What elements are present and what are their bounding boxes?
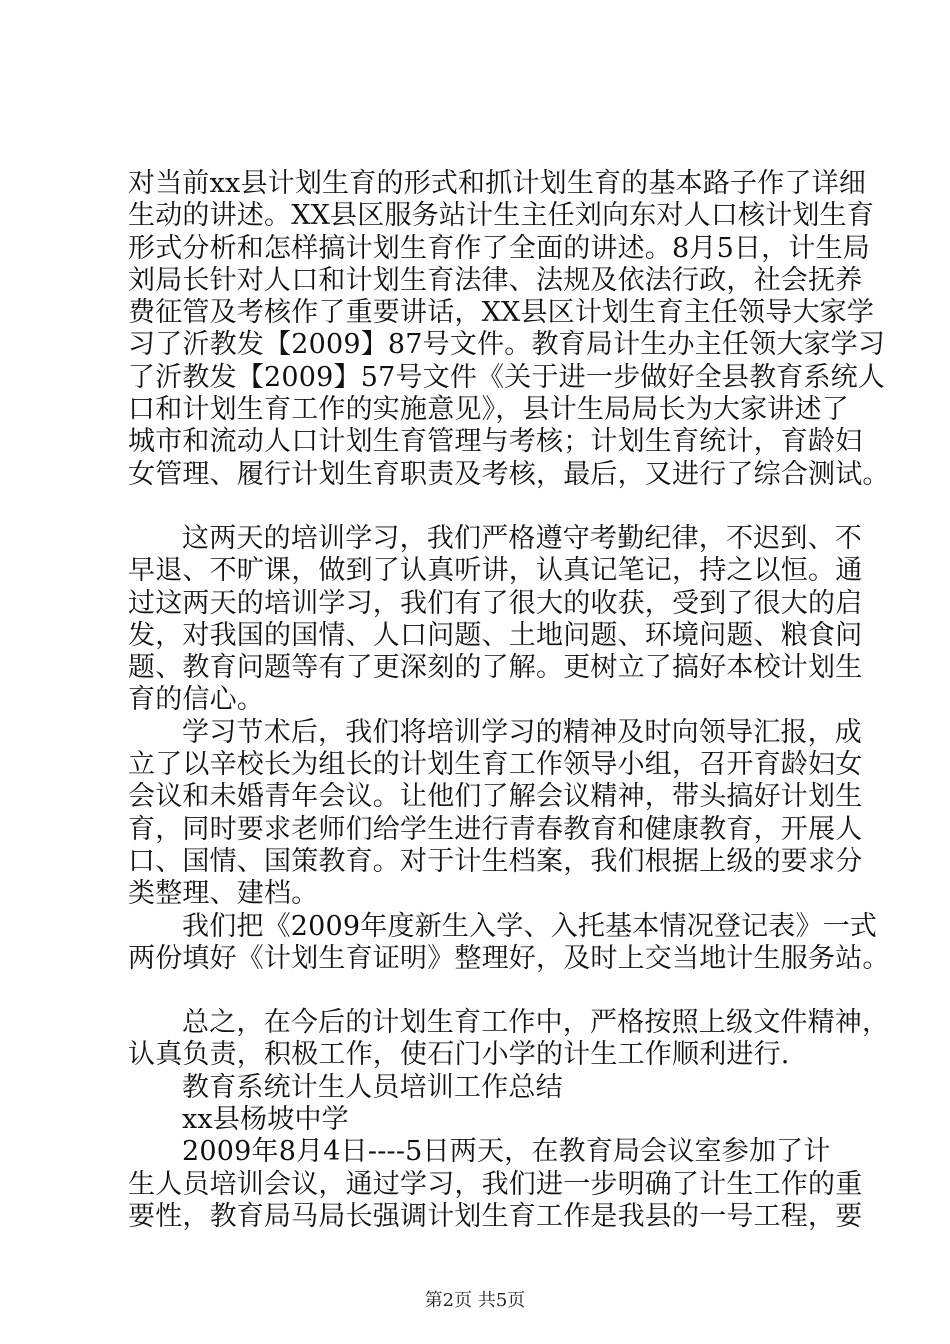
text-line: 生动的讲述。XX县区服务站计生主任刘向东对人口核计划生育 bbox=[128, 200, 875, 232]
paragraph-gap bbox=[128, 491, 868, 523]
text-line: 形式分析和怎样搞计划生育作了全面的讲述。8月5日，计生局 bbox=[128, 232, 870, 264]
paragraph bbox=[128, 1072, 868, 1104]
text-line: 生人员培训会议，通过学习，我们进一步明确了计生工作的重 bbox=[128, 1168, 863, 1200]
text-line: 费征管及考核作了重要讲话，XX县区计划生育主任领导大家学 bbox=[128, 297, 875, 329]
text-line: 这两天的培训学习，我们严格遵守考勤纪律，不迟到、不 bbox=[182, 522, 862, 554]
paragraph bbox=[128, 168, 890, 491]
paragraph bbox=[128, 523, 868, 717]
text-line: 要性，教育局马局长强调计划生育工作是我县的一号工程，要 bbox=[128, 1200, 863, 1232]
text-line: 两份填好《计划生育证明》整理好，及时上交当地计生服务站。 bbox=[128, 942, 890, 974]
text-line: 题、教育问题等有了更深刻的了解。更树立了搞好本校计划生 bbox=[128, 652, 863, 684]
text-line: 刘局长针对人口和计划生育法律、法规及依法行政，社会抚养 bbox=[128, 264, 863, 296]
text-line: 育，同时要求老师们给学生进行青春教育和健康教育，开展人 bbox=[128, 813, 863, 845]
text-line: 对当前xx县计划生育的形式和抓计划生育的基本路子作了详细 bbox=[128, 168, 867, 199]
paragraph bbox=[128, 1007, 890, 1072]
paragraph bbox=[128, 1104, 868, 1136]
paragraph bbox=[128, 1136, 868, 1233]
text-line: 发，对我国的国情、人口问题、土地问题、环境问题、粮食问 bbox=[128, 619, 863, 651]
paragraph bbox=[128, 717, 868, 911]
text-line: 了沂教发【2009】57号文件《关于进一步做好全县教育系统人 bbox=[128, 361, 886, 393]
text-line: 教育系统计生人员培训工作总结 bbox=[182, 1071, 563, 1103]
text-line: 我们把《2009年度新生入学、入托基本情况登记表》一式 bbox=[182, 910, 878, 942]
text-line: 女管理、履行计划生育职责及考核，最后，又进行了综合测试。 bbox=[128, 458, 890, 490]
text-line: 2009年8月4日----5日两天，在教育局会议室参加了计 bbox=[182, 1136, 831, 1168]
text-line: 城市和流动人口计划生育管理与考核；计划生育统计，育龄妇 bbox=[128, 426, 863, 458]
text-line: 类整理、建档。 bbox=[128, 878, 319, 910]
text-line: 立了以辛校长为组长的计划生育工作领导小组，召开育龄妇女 bbox=[128, 749, 863, 781]
page-footer: 第2页 共5页 bbox=[424, 1290, 526, 1311]
text-line: 会议和未婚青年会议。让他们了解会议精神，带头搞好计划生 bbox=[128, 781, 863, 813]
text-line: xx县杨坡中学 bbox=[182, 1104, 349, 1136]
text-line: 总之，在今后的计划生育工作中，严格按照上级文件精神， bbox=[182, 1007, 890, 1039]
text-line: 认真负责，积极工作，使石门小学的计生工作顺利进行. bbox=[128, 1039, 790, 1071]
document-body bbox=[128, 168, 890, 1233]
paragraph bbox=[128, 910, 890, 976]
text-line: 早退、不旷课，做到了认真听讲，认真记笔记，持之以恒。通 bbox=[128, 555, 863, 587]
text-line: 习了沂教发【2009】87号文件。教育局计生办主任领大家学习 bbox=[128, 329, 886, 361]
text-line: 口、国情、国策教育。对于计生档案，我们根据上级的要求分 bbox=[128, 845, 863, 877]
text-line: 过这两天的培训学习，我们有了很大的收获，受到了很大的启 bbox=[128, 587, 863, 619]
text-line: 育的信心。 bbox=[128, 684, 264, 716]
paragraph-gap bbox=[128, 975, 868, 1007]
text-line: 学习节术后，我们将培训学习的精神及时向领导汇报，成 bbox=[182, 716, 862, 748]
text-line: 口和计划生育工作的实施意见》，县计生局局长为大家讲述了 bbox=[128, 394, 849, 426]
